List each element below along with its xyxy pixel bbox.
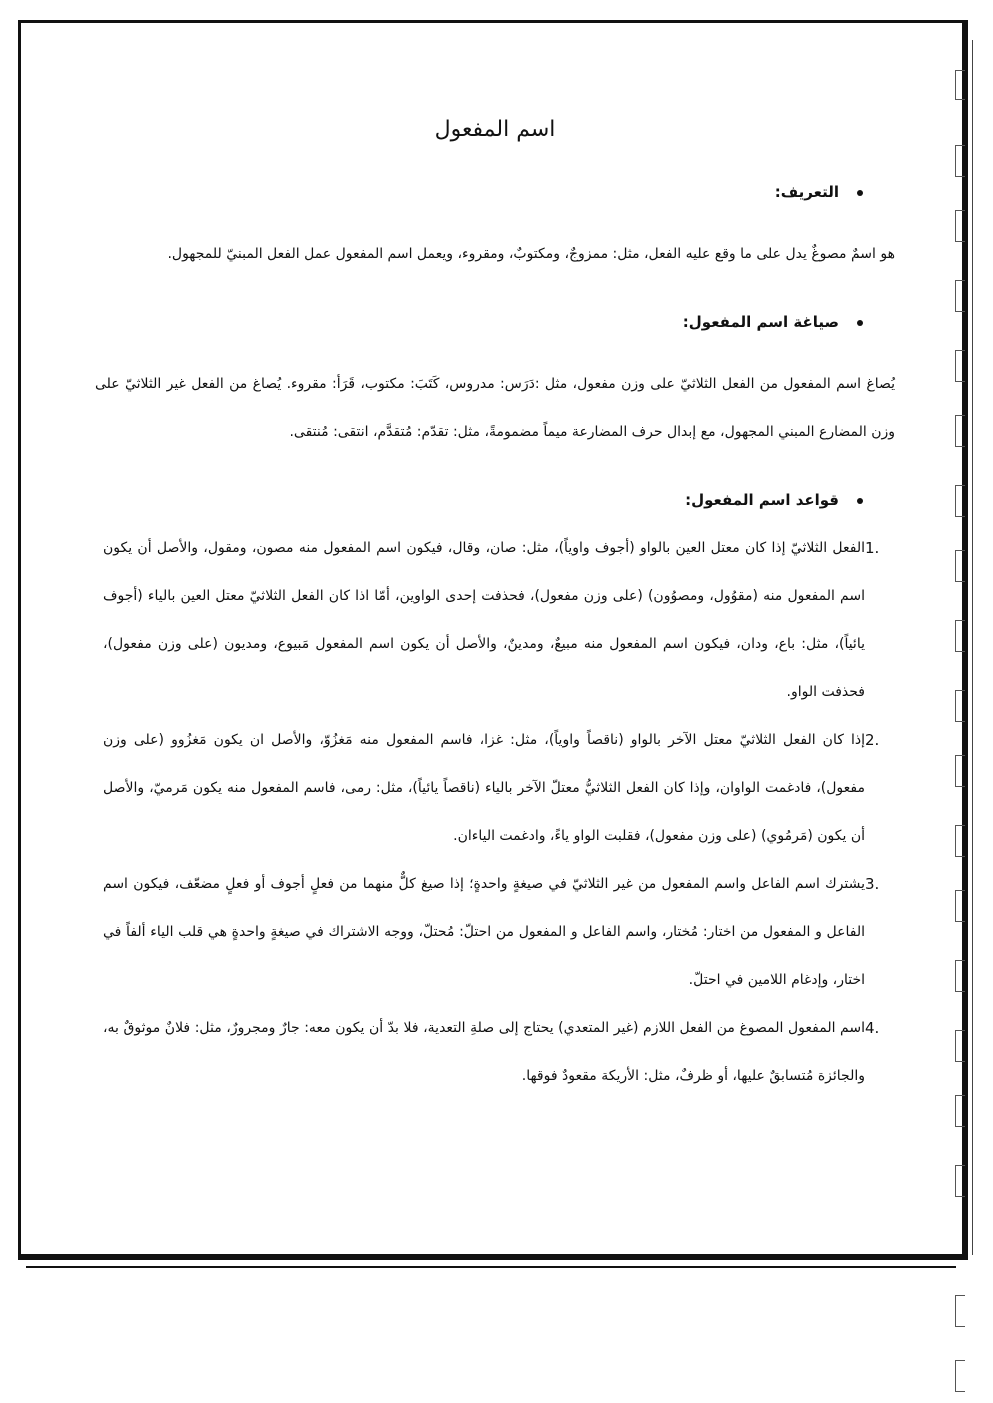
definition-paragraph: هو اسمٌ مصوغٌ يدل على ما وقع عليه الفعل، مثل: ممزوجٌ، ومكتوبٌ، ومقروء، ويعمل اسم المفعول عمل الفعل المبنيّ للمجهول. xyxy=(167,246,895,262)
rule-list-item xyxy=(95,1004,895,1100)
rule-number: 4. xyxy=(865,1019,880,1037)
binder-hole-icon xyxy=(955,1360,965,1392)
rule-list-item xyxy=(95,716,895,860)
document-body xyxy=(95,110,895,1100)
bullet-icon xyxy=(857,190,863,196)
bullet-icon xyxy=(857,498,863,504)
binder-hole-icon xyxy=(955,1165,965,1197)
binder-hole-icon xyxy=(955,1295,965,1327)
binder-hole-icon xyxy=(955,210,965,242)
rule-number: 2. xyxy=(865,731,880,749)
section-heading-label: صياغة اسم المفعول: xyxy=(682,313,839,331)
rule-number: 1. xyxy=(865,539,880,557)
bullet-icon xyxy=(857,320,863,326)
rule-number: 3. xyxy=(865,875,880,893)
binder-hole-icon xyxy=(955,755,965,787)
binder-hole-icon xyxy=(955,890,965,922)
rule-list-item xyxy=(95,860,895,1004)
formation-paragraph: يُصاغ اسم المفعول من الفعل الثلاثيّ على وزن مفعول، مثل :دَرَس: مدروس، كَتَبَ: مكتوب، قَرَأ: مقروء. يُصاغ من الفعل غير الثلاثيّ على وزن المضارع المبني المجهول، مع إبدال حرف المضارعة ميماً مضمومةً، مثل: تقدّم: مُتقدَّم، انتقى: مُنتقى. xyxy=(95,376,895,440)
binder-hole-icon xyxy=(955,550,965,582)
rule-text: إذا كان الفعل الثلاثيّ معتل الآخر بالواو (ناقصاً واوياً)، مثل: غزا، فاسم المفعول منه مَغزُوّ، والأصل ان يكون مَغزُوو (على وزن مفعول)، فادغمت الواوان، وإذا كان الفعل الثلاثيُّ معتلّ الآخر بالياء (ناقصاً يائياً)، مثل: رمى، فاسم المفعول منه يكون مَرميّ، والأصل أن يكون (مَرمُوي) (على وزن مفعول)، فقلبت الواو ياءً، وادغمت الياءان. xyxy=(103,732,865,844)
page-title: اسم المفعول xyxy=(434,117,556,142)
rule-text: يشترك اسم الفاعل واسم المفعول من غير الثلاثيّ في صيغةٍ واحدةٍ؛ إذا صيغ كلٌّ منهما من فعلٍ أجوف أو فعلٍ مضعّف، فيكون اسم الفاعل و المفعول من اختار: مُختار، واسم الفاعل و المفعول من احتلّ: مُحتلّ، ووجه الاشتراك في صيغةٍ واحدةٍ هي قلب الياء ألفاً في اختار، وإدغام اللامين في احتلّ. xyxy=(103,876,865,988)
binder-hole-icon xyxy=(955,690,965,722)
binder-hole-icon xyxy=(955,415,965,447)
binder-hole-icon xyxy=(955,280,965,312)
section-heading-label: قواعد اسم المفعول: xyxy=(685,491,839,509)
rule-text: الفعل الثلاثيّ إذا كان معتل العين بالواو (أجوف واوياً)، مثل: صان، وقال، فيكون اسم المفعول منه مصون، ومقول، والأصل أن يكون اسم المفعول منه (مقوُول، ومصوُون) (على وزن مفعول)، فحذفت إحدى الواوين، أمّا اذا كان الفعل الثلاثيّ معتل العين بالياء (أجوف يائياً)، مثل: باع، ودان، فيكون اسم المفعول منه مبيعٌ، ومدينٌ، والأصل أن يكون اسم المفعول مَبيوع، ومديون (على وزن مفعول)، فحذفت الواو. xyxy=(103,540,865,700)
binder-hole-icon xyxy=(955,960,965,992)
binder-hole-icon xyxy=(955,70,965,100)
section-heading-label: التعريف: xyxy=(774,183,839,201)
binder-hole-icon xyxy=(955,1030,965,1062)
binder-hole-icon xyxy=(955,620,965,652)
binder-hole-icon xyxy=(955,1095,965,1127)
binder-hole-icon xyxy=(955,145,965,177)
section-heading-rules xyxy=(95,476,895,524)
page-border-bottom-line xyxy=(26,1266,956,1268)
rule-list-item xyxy=(95,524,895,716)
binder-edge xyxy=(955,0,975,1403)
binder-hole-icon xyxy=(955,485,965,517)
binder-hole-icon xyxy=(955,825,965,857)
binder-hole-icon xyxy=(955,350,965,382)
rule-text: اسم المفعول المصوغ من الفعل اللازم (غير المتعدي) يحتاج إلى صلةِ التعدية، فلا بدّ أن يكون معه: جارٌ ومجرورٌ، مثل: فلانٌ موثوقٌ به، والجائزة مُتسابقٌ عليها، أو ظرفٌ، مثل: الأريكة مقعودٌ فوقها. xyxy=(103,1020,865,1084)
section-heading-definition xyxy=(95,168,895,216)
section-heading-formation xyxy=(95,298,895,346)
